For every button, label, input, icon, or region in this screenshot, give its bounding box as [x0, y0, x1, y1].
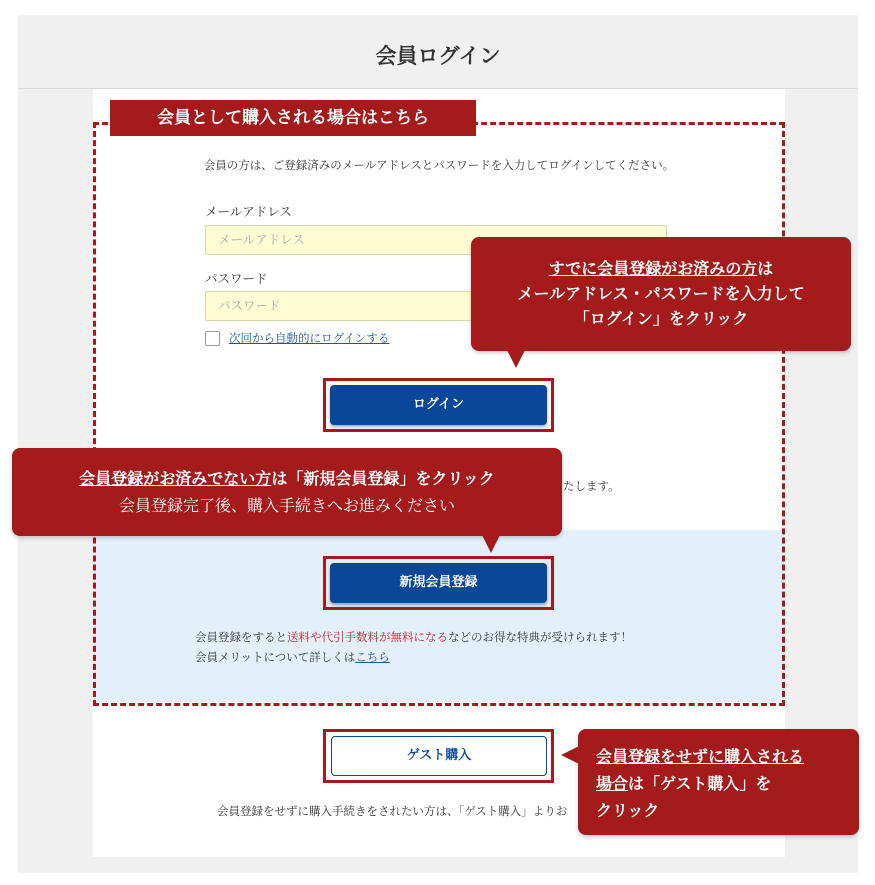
auto-login-checkbox[interactable]: [205, 331, 220, 346]
email-label: メールアドレス: [205, 204, 292, 219]
guest-button[interactable]: ゲスト購入: [331, 736, 547, 776]
email-input[interactable]: メールアドレス: [205, 225, 667, 255]
member-section-label: 会員として購入される場合はこちら: [110, 100, 476, 136]
callout-guest-line2: [596, 770, 859, 797]
callout-guest-line3: クリック: [596, 801, 660, 820]
guest-note: 会員登録をせずに購入手続きをされたい方は、「ゲスト購入」よりお: [217, 804, 568, 818]
callout-guest-underlined: 場合: [596, 774, 629, 793]
benefit-text-before: 会員登録をすると: [195, 630, 287, 644]
password-input[interactable]: パスワード: [205, 291, 667, 321]
callout-login-line1-rest: は: [757, 259, 774, 278]
benefit-text: [195, 629, 632, 645]
merit-text: [195, 649, 390, 665]
password-label: パスワード: [205, 271, 268, 286]
register-button[interactable]: 新規会員登録: [330, 563, 547, 603]
callout-login-pointer: [507, 350, 525, 368]
callout-register-line1: [12, 465, 562, 492]
callout-register-line1-rest: は「新規会員登録」をクリック: [271, 469, 495, 488]
auto-login-label[interactable]: 次回から自動的にログインする: [229, 331, 390, 345]
page-title: 会員ログイン: [375, 44, 501, 68]
benefit-text-after: などのお得な特典が受けられます！: [448, 630, 632, 644]
merit-link[interactable]: こちら: [355, 650, 390, 664]
login-button[interactable]: ログイン: [330, 385, 547, 425]
callout-register-underlined: 会員登録がお済みでない方: [79, 469, 272, 488]
callout-guest-line1: 会員登録をせずに購入される: [596, 747, 805, 766]
callout-guest: [578, 729, 859, 835]
register-description-fragment: たします。: [563, 479, 620, 493]
callout-register-pointer: [482, 535, 500, 553]
merit-text-before: 会員メリットについて詳しくは: [195, 650, 356, 664]
callout-login-line2: メールアドレス・パスワードを入力して: [517, 284, 805, 303]
callout-guest-line2-rest: は「ゲスト購入」を: [628, 774, 772, 793]
benefit-text-highlight: 送料や代引手数料が無料になる: [287, 630, 448, 644]
callout-guest-pointer: [561, 746, 579, 764]
login-intro-text: 会員の方は、ご登録済みのメールアドレスとパスワードを入力してログインしてください。: [203, 158, 675, 172]
callout-login-line3: 「ログイン」をクリック: [573, 309, 749, 328]
callout-register-line2: 会員登録完了後、購入手続きへお進みください: [118, 496, 455, 515]
callout-login: [471, 237, 851, 351]
callout-register: [12, 448, 562, 536]
callout-login-line1: [471, 256, 851, 281]
callout-login-underlined: すでに会員登録がお済みの方: [548, 259, 758, 278]
